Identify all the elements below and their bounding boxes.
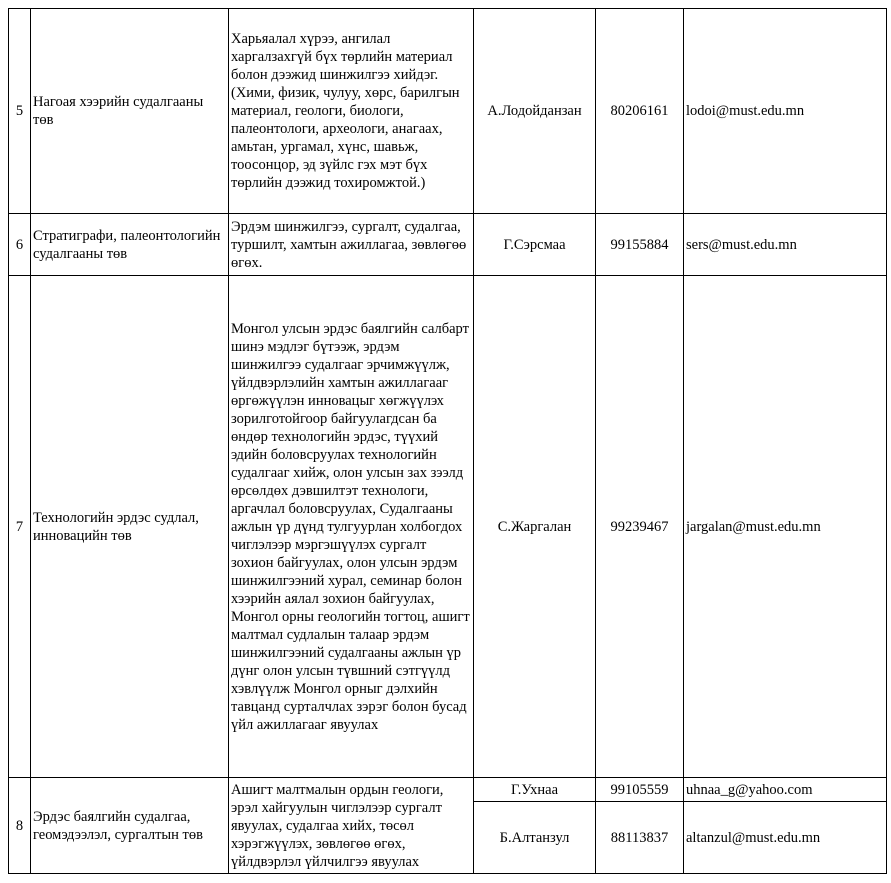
center-name: Эрдэс баялгийн судалгаа, геомэдээлэл, сургалтын төв bbox=[31, 778, 229, 874]
center-name: Стратиграфи, палеонтологийн судалгааны төв bbox=[31, 214, 229, 276]
contact-person: Г.Ухнаа bbox=[474, 778, 596, 802]
center-description: Монгол улсын эрдэс баялгийн салбарт шинэ мэдлэг бүтээж, эрдэм шинжилгээ судалгааг эрчимжүүлж, үйлдвэрлэлийн хамтын ажиллагааг өргөжүүлэн инновацыг хөгжүүлэх зорилготойгоор байгуулагдсан ба өндөр технологийн эрдэс, түүхий эдийн боловсруулах технологийн судалгааг хийж, олон улсын зах зээлд өрсөлдөх дэвшилтэт технологи, аргачлал боловсруулах, Судалгааны ажлын үр дүнд тулгуурлан холбогдох чиглэлээр мэргэшүүлэх сургалт зохион байгуулах, олон улсын эрдэм шинжилгээний хурал, семинар болон хээрийн аялал зохион байгуулах, Монгол орны геологийн тогтоц, ашигт малтмал судлалын талаар эрдэм шинжилгээний судалгааны ажлын үр дүнг олон улсын түвшний сэтгүүлд хэвлүүлж Монгол орныг дэлхийн тавцанд сурталчлах зэрэг болон бусад үйл ажиллагааг явуулах bbox=[229, 276, 474, 778]
contact-person: Б.Алтанзул bbox=[474, 802, 596, 874]
center-description: Ашигт малтмалын ордын геологи, эрэл хайгуулын чиглэлээр сургалт явуулах, судалгаа хийх, төсөл хэрэгжүүлэх, зөвлөгөө өгөх, үйлдвэрлэл үйлчилгээ явуулах bbox=[229, 778, 474, 874]
contact-person: А.Лодойданзан bbox=[474, 9, 596, 214]
row-number: 5 bbox=[9, 9, 31, 214]
contact-phone: 88113837 bbox=[596, 802, 684, 874]
row-number: 8 bbox=[9, 778, 31, 874]
contact-phone: 99155884 bbox=[596, 214, 684, 276]
contact-email[interactable]: sers@must.edu.mn bbox=[684, 214, 887, 276]
table-row bbox=[9, 778, 887, 802]
center-name: Нагоая хээрийн судалгааны төв bbox=[31, 9, 229, 214]
center-description: Эрдэм шинжилгээ, сургалт, судалгаа, туршилт, хамтын ажиллагаа, зөвлөгөө өгөх. bbox=[229, 214, 474, 276]
row-number: 7 bbox=[9, 276, 31, 778]
row-number: 6 bbox=[9, 214, 31, 276]
contact-phone: 80206161 bbox=[596, 9, 684, 214]
center-description: Харьяалал хүрээ, ангилал харгалзахгүй бүх төрлийн материал болон дээжид шинжилгээ хийдэг. (Хими, физик, чулуу, хөрс, барилгын материал, геологи, биологи, палеонтологи, археологи, анагаах, амьтан, ургамал, хүнс, шавьж, тоосонцор, эд зүйлс гэх мэт бүх төрлийн дээжид тохиромжтой.) bbox=[229, 9, 474, 214]
table-row bbox=[9, 9, 887, 214]
contact-person: Г.Сэрсмаа bbox=[474, 214, 596, 276]
table-row bbox=[9, 276, 887, 778]
contact-email[interactable]: altanzul@must.edu.mn bbox=[684, 802, 887, 874]
contact-phone: 99239467 bbox=[596, 276, 684, 778]
contact-phone: 99105559 bbox=[596, 778, 684, 802]
contact-email[interactable]: uhnaa_g@yahoo.com bbox=[684, 778, 887, 802]
centers-table bbox=[8, 8, 887, 874]
contact-email[interactable]: jargalan@must.edu.mn bbox=[684, 276, 887, 778]
contact-email[interactable]: lodoi@must.edu.mn bbox=[684, 9, 887, 214]
contact-person: С.Жаргалан bbox=[474, 276, 596, 778]
table-row bbox=[9, 214, 887, 276]
center-name: Технологийн эрдэс судлал, инновацийн төв bbox=[31, 276, 229, 778]
